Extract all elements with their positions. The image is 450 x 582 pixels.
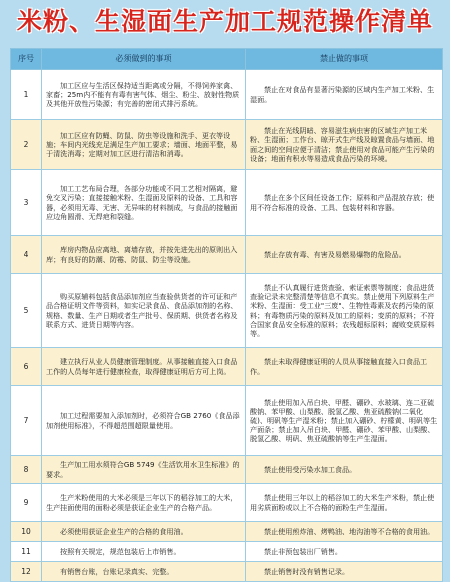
forbid-cell — [246, 562, 443, 582]
must-text: 生产米粉使用的大米必须是三年以下的稻谷加工的大米，生产挂面使用的面粉必须是获证企业生产的合格产品。 — [46, 493, 238, 512]
row-number: 6 — [11, 348, 42, 386]
must-text: 购买原辅料包括食品添加剂应当查验供货者的许可证和产品合格证明文件等资料，如实记录食品、食品添加剂的名称、规格、数量、生产日期或者生产批号、保质期、供货者名称及联系方式、进货日期等内容。 — [46, 292, 238, 329]
must-cell — [42, 236, 246, 274]
table-row — [11, 274, 443, 348]
must-cell — [42, 386, 246, 456]
table-row — [11, 522, 443, 542]
forbid-text: 禁止未取得健康证明的人员从事接触直接入口食品工作。 — [250, 357, 428, 376]
row-number: 8 — [11, 456, 42, 484]
table-row — [11, 562, 443, 582]
header-forbid: 禁止做的事项 — [246, 49, 443, 70]
forbid-text: 禁止存放有毒、有害及易燃易爆物的危险品。 — [264, 249, 406, 259]
forbid-cell — [246, 542, 443, 562]
table-row — [11, 236, 443, 274]
must-cell — [42, 274, 246, 348]
forbid-text: 禁止销售时没有销售记录。 — [264, 566, 350, 576]
forbid-text: 禁止使用三年以上的稻谷加工的大米生产米粉，禁止使用劣质面粉或以上不合格的面粉生产生湿面。 — [250, 493, 435, 512]
must-text: 建立执行从业人员健康管理制度。从事接触直接入口食品工作的人员每年进行健康检查，取得健康证明后方可上岗。 — [46, 357, 238, 376]
forbid-text: 禁止不认真履行进货查验、索证索票等制度；食品进货查验记录未完整清楚等信息不真实。禁止使用下列原料生产米粉、生湿面：受工业"三废"、生物性毒素及农药污染的原料；有毒物质污染的原料及加工的原料；变质的原料；不符合国家食品安全标准的原料；农残超标原料；腐败变质原料等。 — [250, 283, 435, 338]
row-number: 11 — [11, 542, 42, 562]
table-row — [11, 386, 443, 456]
forbid-cell — [246, 456, 443, 484]
must-text: 有销售台账，台账记录真实、完整。 — [60, 566, 174, 576]
forbid-cell — [246, 120, 443, 170]
must-text: 按照有关规定，规范包装后上市销售。 — [60, 546, 181, 556]
row-number: 2 — [11, 120, 42, 170]
must-cell — [42, 484, 246, 522]
forbid-cell — [246, 170, 443, 236]
table-row — [11, 348, 443, 386]
table-row — [11, 170, 443, 236]
must-cell — [42, 348, 246, 386]
must-cell — [42, 542, 246, 562]
must-cell — [42, 120, 246, 170]
table-row — [11, 484, 443, 522]
header-no: 序号 — [11, 49, 42, 70]
row-number: 10 — [11, 522, 42, 542]
regulation-table-container — [10, 48, 442, 576]
must-text: 生产加工用水须符合GB 5749《生活饮用水卫生标准》的要求。 — [46, 460, 240, 479]
table-row — [11, 542, 443, 562]
forbid-text: 禁止在光线阴暗、容易滋生病虫害的区域生产加工米粉、生湿面；工作台、晾开式生产线及晾置食品与墙面、地面之间的空间应便于清洁；禁止使用对食品可能产生污染的设备；地面有积水等易造成食品污染的环境。 — [250, 126, 435, 163]
must-text: 加工工艺布局合理，各部分功能或不同工艺相对隔离，避免交叉污染；直接接触米粉、生湿面及原料的设备、工具和容器，必须用无毒、无害、无异味的材料制成，与食品的接触面应边角圆滑、无焊疤和裂缝。 — [46, 184, 238, 221]
table-row — [11, 120, 443, 170]
forbid-cell — [246, 236, 443, 274]
row-number: 12 — [11, 562, 42, 582]
must-text: 加工区应有防蝇、防鼠、防虫等设施和洗手、更衣等设施；车间内光线充足满足生产加工要求；墙面、地面平整，易于清洗消毒；定期对加工区进行清洁和消毒。 — [46, 130, 238, 159]
forbid-cell — [246, 70, 443, 120]
row-number: 1 — [11, 70, 42, 120]
forbid-text: 禁止在对食品有显著污染源的区域内生产加工米粉、生湿面。 — [250, 85, 435, 104]
forbid-text: 禁止使用加入吊白块、甲醛、硼砂、水玻璃、连二亚硫酸钠、苯甲酸、山梨酸、脱氢乙酸、焦亚硫酸钠(二氧化硫)、明矾等生产湿米粉；禁止加入硼砂、柠檬黄、明矾等生产面条；禁止加入吊白块、甲醛、硼砂、苯甲酸、山梨酸、脱氢乙酸、明矾、焦亚硫酸钠等生产生湿面。 — [250, 397, 438, 444]
table-header-row — [11, 49, 443, 70]
row-number: 7 — [11, 386, 42, 456]
must-cell — [42, 562, 246, 582]
forbid-cell — [246, 386, 443, 456]
forbid-text: 禁止使用煎炸油、烤鸭油、地沟油等不合格的食用油。 — [264, 526, 435, 536]
row-number: 3 — [11, 170, 42, 236]
must-cell — [42, 456, 246, 484]
forbid-cell — [246, 484, 443, 522]
must-text: 必须使用获证企业生产的合格的食用油。 — [60, 526, 188, 536]
row-number: 9 — [11, 484, 42, 522]
row-number: 4 — [11, 236, 42, 274]
forbid-cell — [246, 348, 443, 386]
table-row — [11, 70, 443, 120]
must-cell — [42, 70, 246, 120]
row-number: 5 — [11, 274, 42, 348]
must-text: 库房内物品应离地、离墙存放，并按先进先出的原则出入库；有良好的防潮、防霉、防鼠、防尘等设施。 — [46, 245, 238, 264]
regulation-table — [10, 48, 443, 582]
forbid-text: 禁止非预包装出厂销售。 — [264, 546, 343, 556]
page-title: 米粉、生湿面生产加工规范操作清单 — [16, 7, 433, 36]
forbid-cell — [246, 274, 443, 348]
must-text: 加工区应与生活区保持适当距离或分隔，不得饲养家禽、家畜；25m内不能有有毒有害气体、烟尘、粉尘、放射性物质及其他开放性污染源；有完善的密闭式排污系统。 — [46, 80, 240, 109]
must-cell — [42, 522, 246, 542]
must-text: 加工过程需要加入添加剂时，必须符合GB 2760《食品添加剂使用标准》，不得超范围超限量使用。 — [46, 411, 240, 430]
forbid-text: 禁止在多个区间任设备工作；原料和产品混放存放；使用不符合标准的设备、工具、包装材料和容器。 — [250, 193, 435, 212]
table-row — [11, 456, 443, 484]
forbid-cell — [246, 522, 443, 542]
must-cell — [42, 170, 246, 236]
forbid-text: 禁止使用受污染水加工食品。 — [264, 464, 357, 474]
header-must: 必须做到的事项 — [42, 49, 246, 70]
